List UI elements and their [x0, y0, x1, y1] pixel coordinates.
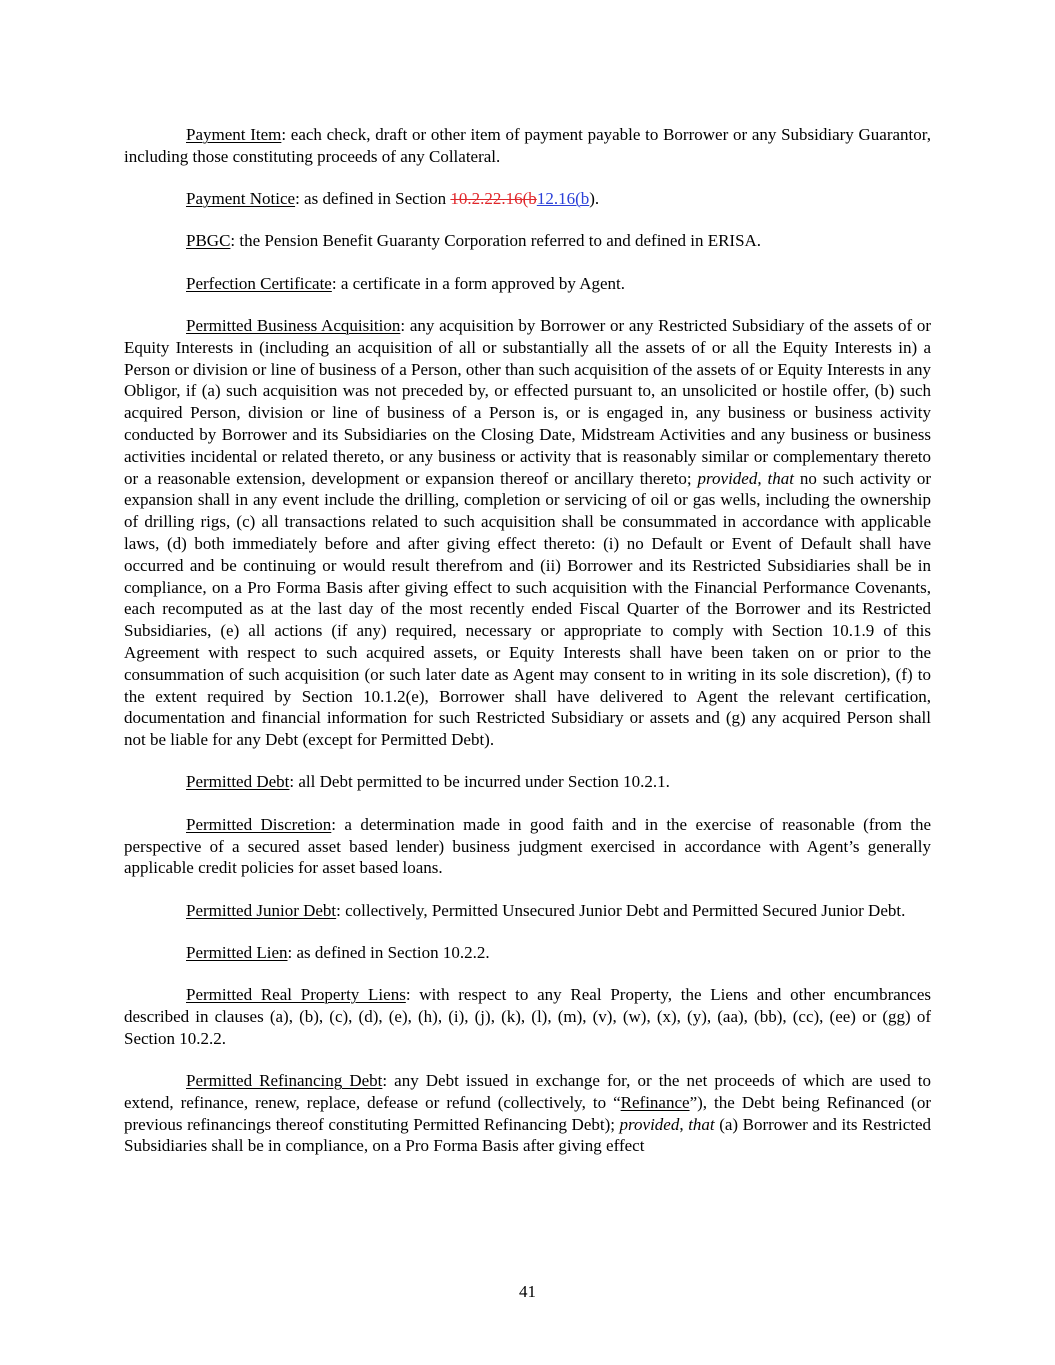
separator: , — [757, 468, 768, 488]
defined-term: Permitted Junior Debt — [186, 900, 337, 920]
definition-permitted-debt — [124, 771, 931, 793]
definition-text-end: ). — [589, 189, 600, 209]
page-number: 41 — [519, 1282, 536, 1301]
definition-text: : with respect to any Real Property, the Liens and other encumbrances described in clauses (a), (b), (c), (d), (e), (h), (i), (j), (k), (l), (m), (v), (w), (x), (y), (aa), (bb), (cc), (ee) or (gg) of Section 10.2.2. — [124, 985, 932, 1048]
defined-term: PBGC — [186, 231, 231, 251]
deleted-reference: 10.2.22.16(b — [450, 189, 537, 209]
separator: , — [679, 1114, 689, 1134]
emphasis-that: that — [688, 1114, 715, 1134]
defined-term: Permitted Business Acquisition — [186, 315, 401, 335]
definition-payment-item — [124, 124, 931, 168]
defined-term: Payment Item — [186, 125, 282, 144]
emphasis-provided: provided — [697, 468, 758, 488]
definition-pbgc — [124, 230, 931, 252]
definition-text: : as defined in Section 10.2.2. — [287, 942, 490, 962]
defined-term: Permitted Real Property Liens — [186, 985, 406, 1005]
inserted-reference: 12.16(b — [536, 189, 590, 209]
definition-payment-notice — [124, 188, 931, 210]
defined-term: Permitted Debt — [186, 772, 290, 792]
definition-permitted-discretion — [124, 814, 931, 879]
definition-text: : all Debt permitted to be incurred under Section 10.2.1. — [289, 772, 670, 792]
defined-term: Payment Notice — [186, 189, 296, 209]
definition-text: : each check, draft or other item of payment payable to Borrower or any Subsidiary Guarantor, including those constituting proceeds of any Collateral. — [124, 125, 931, 166]
definition-text: : a determination made in good faith and in the exercise of reasonable (from the perspective of a secured asset based lender) business judgment exercised in accordance with Agent’s generally applicable credit policies for asset based loans. — [124, 814, 931, 878]
emphasis-that: that — [767, 468, 794, 488]
defined-term: Permitted Refinancing Debt — [186, 1071, 383, 1091]
definition-text-end: (a) Borrower and its Restricted Subsidiaries shall be in compliance, on a Pro Forma Basis after giving effect — [124, 1114, 932, 1156]
definition-text: : any acquisition by Borrower or any Restricted Subsidiary of the assets of or Equity Interests in (including an acquisition of all or substantially all the assets of or all the Equity Interests in) a Person or division or line of business of a Person, other than such acquisition of the assets of or Equity Interests in any Obligor, if (a) such acquisition was not preceded by, or effected pursuant to, an unsolicited or hostile offer, (b) such acquired Person, division or line of business of a Person is, or is engaged in, any business or business activity conducted by Borrower and its Subsidiaries on the Closing Date, Midstream Activities and any business or business activities incidental or related thereto, or any business or activity that is reasonably similar or complementary thereto or a reasonable extension, development or expansion thereof or ancillary thereto; — [124, 315, 931, 488]
definition-text: : any Debt issued in exchange for, or the net proceeds of which are used to extend, refinance, renew, replace, defease or refund (collectively, to “ — [124, 1071, 931, 1112]
definition-permitted-junior-debt — [124, 900, 931, 922]
definition-text: : as defined in Section — [295, 189, 451, 209]
definition-text: : a certificate in a form approved by Agent. — [331, 273, 625, 293]
defined-term: Perfection Certificate — [186, 273, 332, 293]
definition-text-cont: ”), the Debt being Refinanced (or previous refinancings thereof constituting Permitted Refinancing Debt); — [124, 1092, 931, 1134]
definition-permitted-real-property-liens — [124, 984, 931, 1049]
defined-term: Permitted Discretion — [186, 814, 332, 834]
definition-perfection-certificate — [124, 273, 931, 295]
definition-text: : the Pension Benefit Guaranty Corporation referred to and defined in ERISA. — [230, 231, 762, 251]
emphasis-provided: provided — [619, 1114, 680, 1134]
definition-permitted-refinancing-debt — [124, 1070, 931, 1157]
defined-term-refinance: Refinance — [620, 1092, 690, 1112]
defined-term: Permitted Lien — [186, 942, 288, 962]
definition-permitted-lien — [124, 942, 931, 964]
definition-permitted-business-acquisition — [124, 315, 931, 751]
definition-text-cont: no such activity or expansion shall in any event include the drilling, completion or servicing of oil or gas wells, including the ownership of drilling rigs, (c) all transactions related to such acquisition shall be consummated in accordance with applicable laws, (d) both immediately before and after giving effect thereto: (i) no Default or Event of Default shall have occurred and be continuing or would result therefrom and (ii) Borrower and its Restricted Subsidiaries shall be in compliance, on a Pro Forma Basis after giving effect to such acquisition with the Financial Performance Covenants, each recomputed as at the last day of the most recently ended Fiscal Quarter of the Borrower and its Restricted Subsidiaries, (e) all actions (if any) required, necessary or appropriate to comply with Section 10.1.9 of this Agreement with respect to such acquired assets, or Equity Interests shall have been taken on or prior to the consummation of such acquisition (or such later date as Agent may consent to in writing in its sole discretion), (f) to the extent required by Section 10.1.2(e), Borrower shall have delivered to Agent the relevant certification, documentation and financial information for such Restricted Subsidiary or assets and (g) any acquired Person shall not be liable for any Debt (except for Permitted Debt). — [124, 468, 932, 750]
definition-text: : collectively, Permitted Unsecured Junior Debt and Permitted Secured Junior Debt. — [336, 900, 906, 920]
